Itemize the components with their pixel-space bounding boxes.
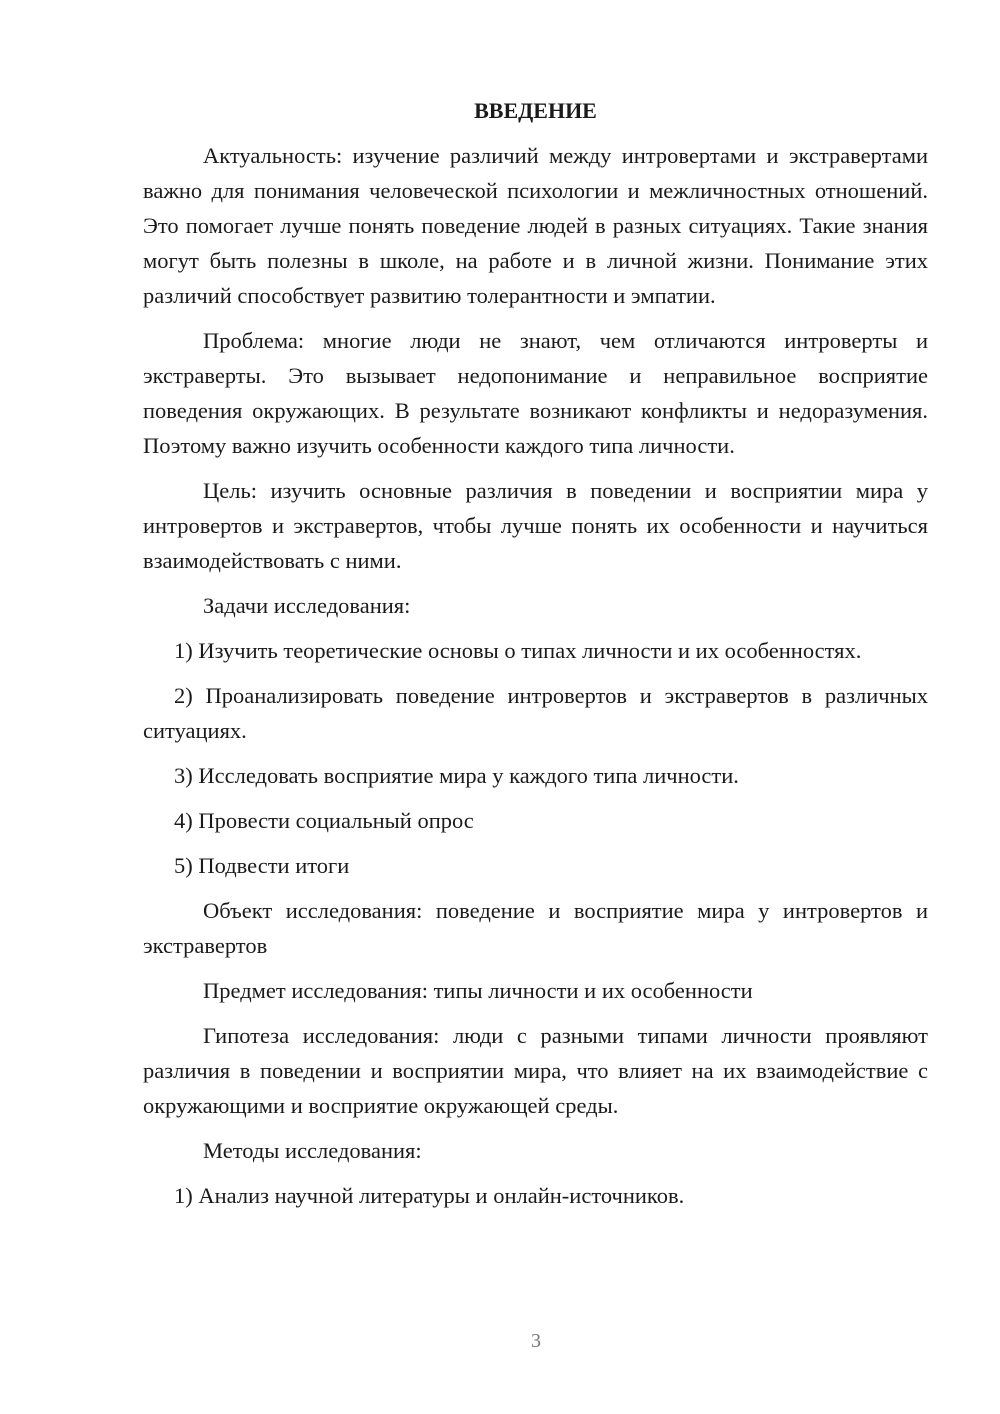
task-item-3: 3) Исследовать восприятие мира у каждого типа личности. bbox=[174, 763, 739, 788]
page-number: 3 bbox=[531, 1330, 541, 1352]
goal-paragraph: Цель: изучить основные различия в поведении и восприятии мира у интровертов и экстравертов, чтобы лучше понять их особенности и научиться взаимодействовать с ними. bbox=[143, 478, 928, 573]
relevance-paragraph: Актуальность: изучение различий между интровертами и экстравертами важно для понимания человеческой психологии и межличностных отношений. Это помогает лучше понять поведение людей в разных ситуациях. Такие знания могут быть полезны в школе, на работе и в личной жизни. Понимание этих различий способствует развитию толерантности и эмпатии. bbox=[143, 143, 928, 308]
methods-title: Методы исследования: bbox=[203, 1138, 422, 1163]
problem-paragraph: Проблема: многие люди не знают, чем отличаются интроверты и экстраверты. Это вызывает недопонимание и неправильное восприятие поведения окружающих. В результате возникают конфликты и недоразумения. Поэтому важно изучить особенности каждого типа личности. bbox=[143, 328, 928, 458]
hypothesis-paragraph: Гипотеза исследования: люди с разными типами личности проявляют различия в поведении и восприятии мира, что влияет на их взаимодействие с окружающими и восприятие окружающей среды. bbox=[143, 1023, 928, 1118]
task-item-5: 5) Подвести итоги bbox=[174, 853, 350, 878]
object-paragraph: Объект исследования: поведение и восприятие мира у интровертов и экстравертов bbox=[143, 898, 928, 958]
method-item-1: 1) Анализ научной литературы и онлайн-источников. bbox=[174, 1183, 685, 1208]
task-item-1: 1) Изучить теоретические основы о типах личности и их особенностях. bbox=[174, 638, 862, 663]
subject-paragraph: Предмет исследования: типы личности и их особенности bbox=[203, 978, 753, 1003]
section-heading: ВВЕДЕНИЕ bbox=[474, 98, 597, 123]
task-item-4: 4) Провести социальный опрос bbox=[174, 808, 474, 833]
page-content bbox=[143, 96, 928, 1213]
task-item-2: 2) Проанализировать поведение интровертов и экстравертов в различных ситуациях. bbox=[143, 683, 928, 743]
tasks-title: Задачи исследования: bbox=[203, 593, 411, 618]
